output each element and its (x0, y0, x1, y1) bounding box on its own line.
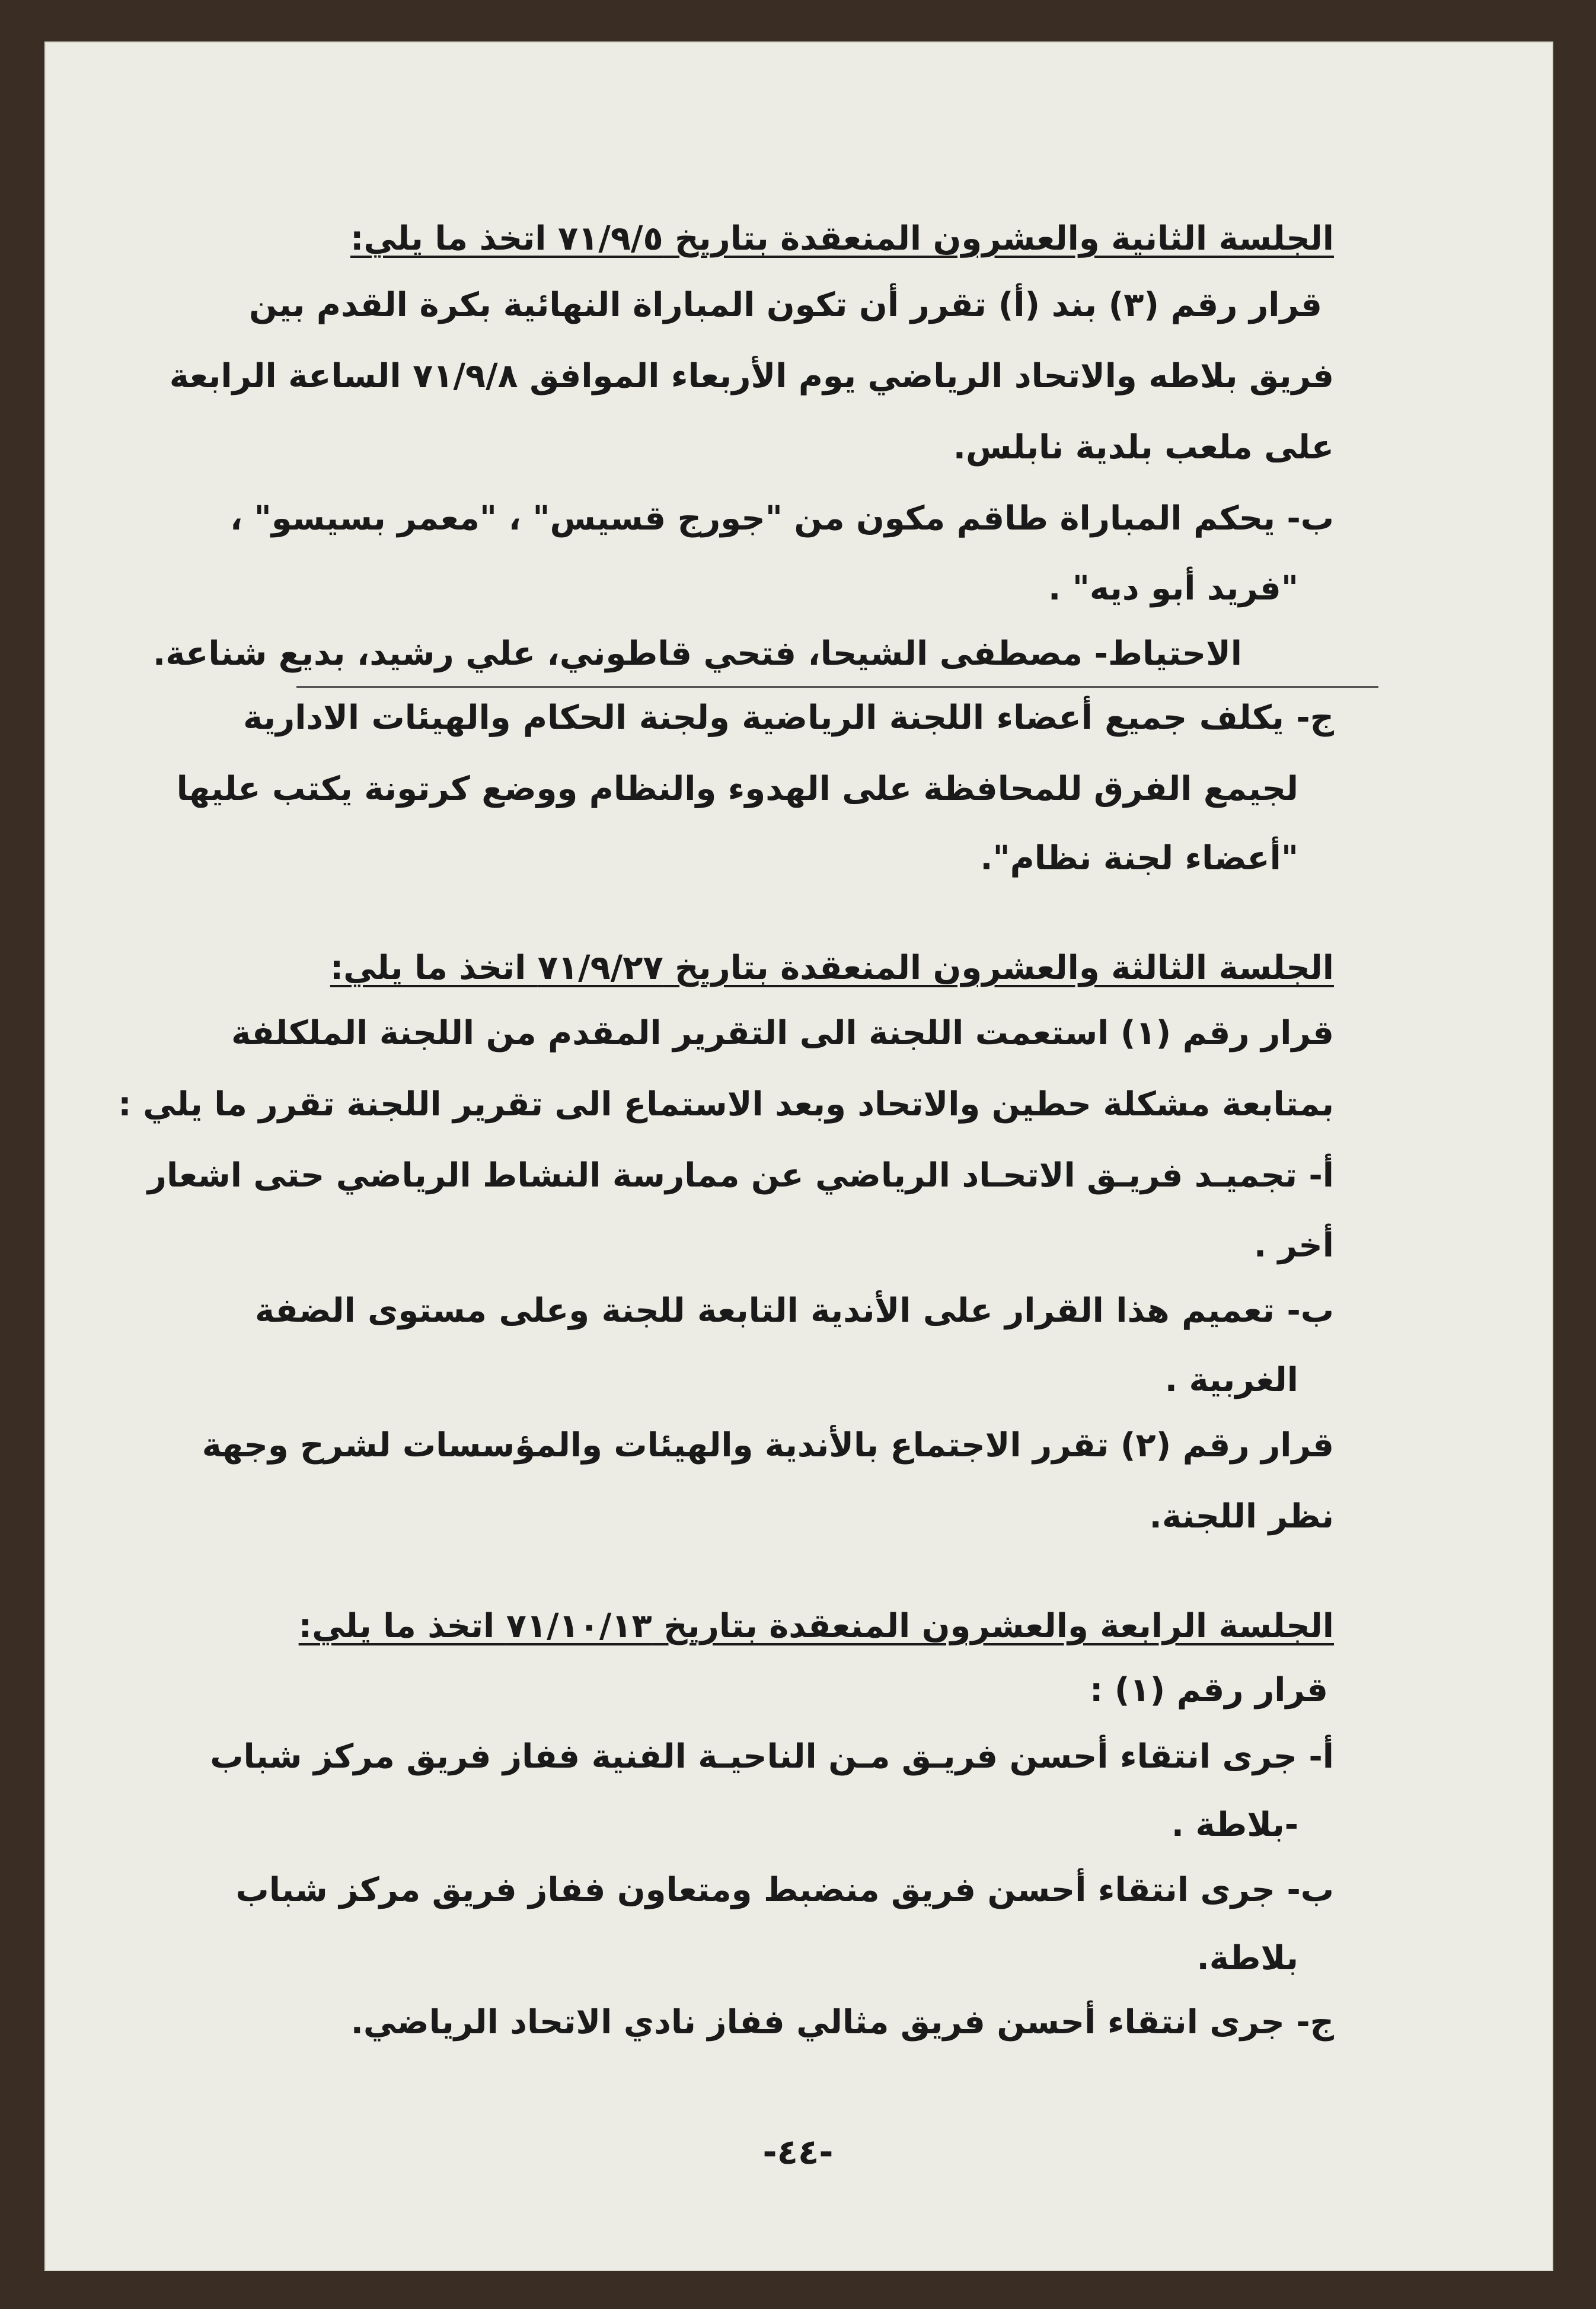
paragraph-line: ب- جرى انتقاء أحسن فريق منضبط ومتعاون ففاز فريق مركز شباب (235, 1871, 1334, 1909)
paragraph-line: قرار رقم (٢) تقرر الاجتماع بالأندية والهيئات والمؤسسات لشرح وجهة (202, 1426, 1334, 1465)
paragraph-line: لجيمع الفرق للمحافظة على الهدوء والنظام ووضع كرتونة يكتب عليها (176, 770, 1298, 808)
document-page (44, 42, 1553, 2271)
paragraph-line: "فريد أبو ديه" . (1048, 569, 1298, 608)
session-heading: الجلسة الرابعة والعشرون المنعقدة بتاريخ ٧١/١٠/١٣ اتخذ ما يلي: (298, 1607, 1334, 1645)
paragraph-line: قرار رقم (١) استعمت اللجنة الى التقرير المقدم من اللجنة الملكلفة (231, 1014, 1334, 1053)
paragraph-line: ج- جرى انتقاء أحسن فريق مثالي ففاز نادي الاتحاد الرياضي. (350, 2003, 1334, 2042)
paragraph-line: على ملعب بلدية نابلس. (953, 428, 1334, 467)
paragraph-line: بلاطة. (1196, 1939, 1298, 1978)
paragraph-line: الاحتياط- مصطفى الشيحا، فتحي قاطوني، علي رشيد، بديع شناعة. (152, 634, 1242, 673)
paragraph-line: "أعضاء لجنة نظام". (980, 839, 1298, 878)
paragraph-line: قرار رقم (٣) بند (أ) تقرر أن تكون المباراة النهائية بكرة القدم بين (249, 286, 1323, 324)
paragraph-line: فريق بلاطه والاتحاد الرياضي يوم الأربعاء الموافق ٧١/٩/٨ الساعة الرابعة (169, 357, 1334, 396)
session-heading: الجلسة الثانية والعشرون المنعقدة بتاريخ ٧١/٩/٥ اتخذ ما يلي: (350, 219, 1334, 258)
paragraph-line: ب- تعميم هذا القرار على الأندية التابعة للجنة وعلى مستوى الضفة (255, 1291, 1334, 1330)
paragraph-line: -بلاطة . (1171, 1806, 1298, 1844)
paragraph-line: نظر اللجنة. (1149, 1497, 1334, 1536)
page-number: -٤٤- (762, 2132, 834, 2172)
paragraph-line: قرار رقم (١) : (1089, 1671, 1328, 1710)
paragraph-line: الغربية . (1164, 1361, 1298, 1399)
paragraph-line: أ- جرى انتقاء أحسن فريـق مـن الناحيـة الفنية ففاز فريق مركز شباب (210, 1737, 1334, 1776)
paragraph-line: ب- يحكم المباراة طاقم مكون من "جورج قسيس" ، "معمر بسيسو" ، (229, 499, 1334, 538)
paragraph-line: أخر . (1253, 1226, 1334, 1265)
paragraph-line: أ- تجميـد فريـق الاتحـاد الرياضي عن ممارسة النشاط الرياضي حتى اشعار (147, 1156, 1334, 1195)
paragraph-line: ج- يكلف جميع أعضاء اللجنة الرياضية ولجنة الحكام والهيئات الادارية (243, 699, 1334, 737)
session-heading: الجلسة الثالثة والعشرون المنعقدة بتاريخ ٧١/٩/٢٧ اتخذ ما يلي: (330, 949, 1334, 987)
divider-line (296, 686, 1378, 688)
paragraph-line: بمتابعة مشكلة حطين والاتحاد وبعد الاستماع الى تقرير اللجنة تقرر ما يلي : (118, 1085, 1334, 1124)
